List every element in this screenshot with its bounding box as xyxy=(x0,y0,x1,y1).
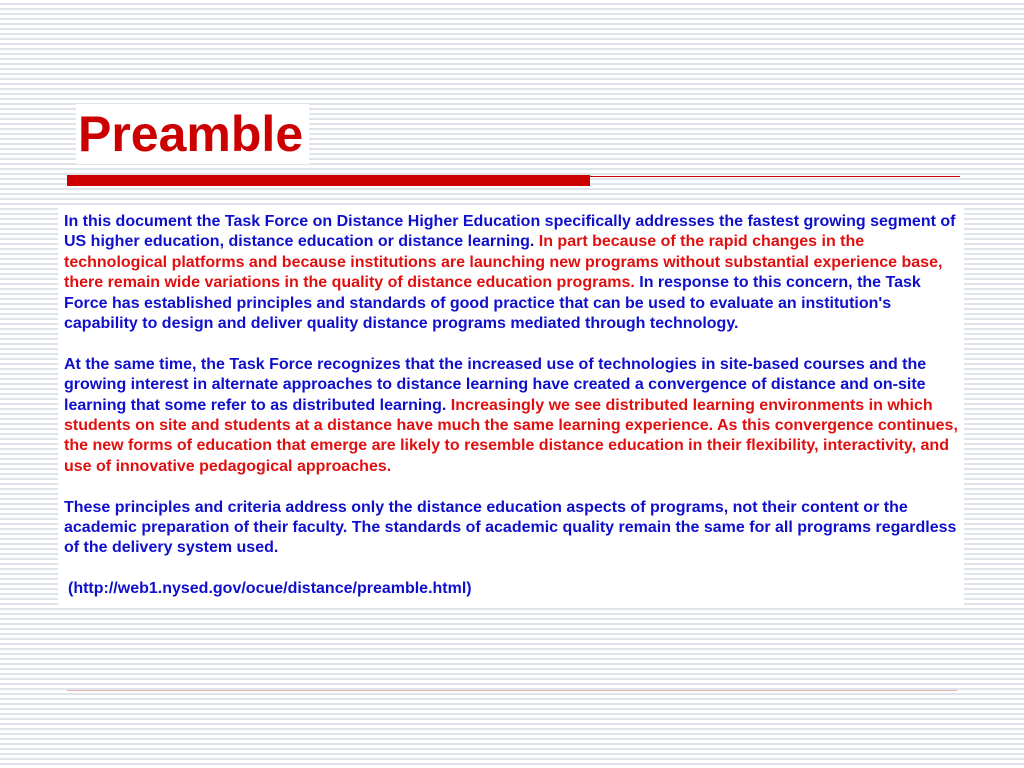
paragraph-3-text-a: These principles and criteria address only the distance education aspects of programs, not their content or the academic preparation of their faculty. The standards of academic quality remain the same for all programs regardless of the delivery system used. xyxy=(64,498,957,557)
paragraph-1-text-a: In this document the Task Force on Distance Higher Education specifically addresses the fastest growing segment of US higher education, distance education or distance learning. xyxy=(64,213,956,251)
source-link-text[interactable]: (http://web1.nysed.gov/ocue/distance/preamble.html) xyxy=(68,580,472,598)
title-underline-line xyxy=(590,176,960,177)
source-link[interactable] xyxy=(64,579,960,599)
paragraph-1-text-b: In part because of the rapid changes in the technological platforms and because institutions are launching new programs without substantial experience base, there remain wide variations in the quality of distance education programs. xyxy=(64,233,943,292)
paragraph-2 xyxy=(64,355,960,477)
slide-title: Preamble xyxy=(76,104,309,164)
paragraph-2-text-a: At the same time, the Task Force recognizes that the increased use of technologies in site-based courses and the growing interest in alternate approaches to distance learning have created a convergence of distance and on-site learning that some refer to as distributed learning. xyxy=(64,355,927,414)
slide-body xyxy=(58,208,964,606)
paragraph-1-text-c: In response to this concern, the Task Force has established principles and standards of good practice that can be used to evaluate an institution's capability to design and deliver quality distance programs mediated through technology. xyxy=(64,274,921,333)
paragraph-2-text-b: Increasingly we see distributed learning environments in which students on site and students at a distance have much the same learning experience. As this convergence continues, the new forms of education that emerge are likely to resemble distance education in their flexibility, interactivity, and use of innovative pedagogical approaches. xyxy=(64,396,958,475)
paragraph-1 xyxy=(64,212,960,334)
footer-divider xyxy=(67,690,957,691)
title-underline-bar xyxy=(67,175,590,186)
paragraph-3 xyxy=(64,498,960,559)
